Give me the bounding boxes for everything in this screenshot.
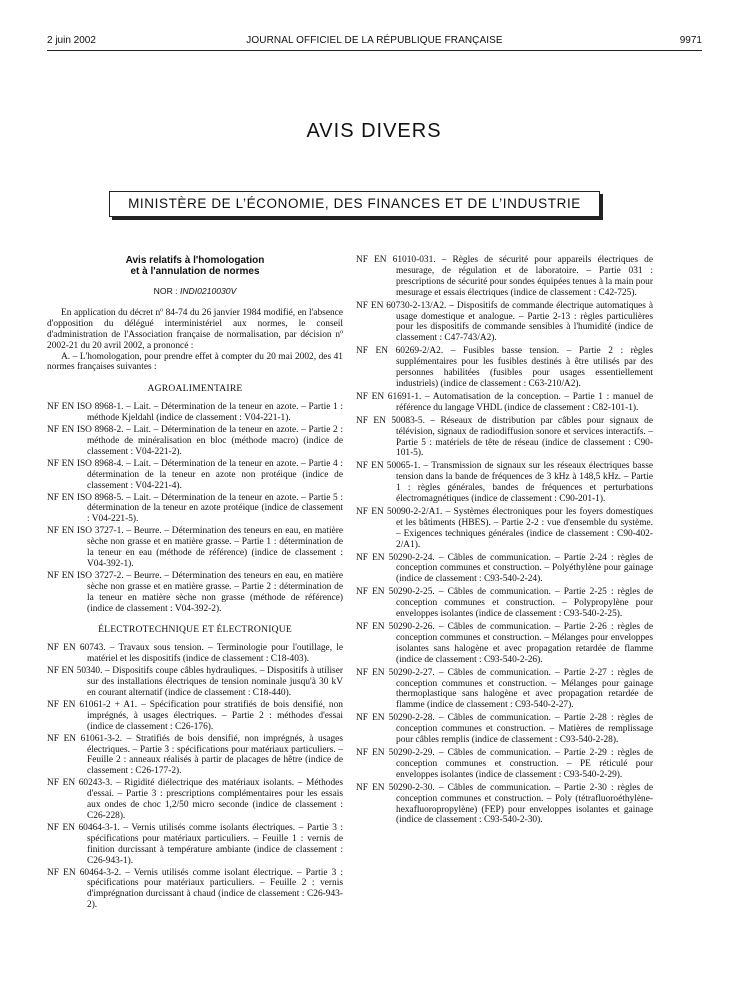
norm-entry: NF EN 50090-2-2/A1. – Systèmes électroniques pour les foyers domestiques et les bâtiments (HBES). – Partie 2-2 : vue d'ensemble du système. – Exigences techniques générales (indice de classement : C90-402-2/A1). bbox=[356, 506, 653, 550]
norm-entry: NF EN 50290-2-24. – Câbles de communication. – Partie 2-24 : règles de conception communes et construction. – Polyéthylène pour gainage (indice de classement : C93-540-2-24). bbox=[356, 552, 653, 585]
left-column bbox=[47, 255, 343, 912]
norm-entry: NF EN 61061-3-2. – Stratifiés de bois densifié, non imprégnés, à usages électriques. – Partie 3 : spécifications pour matériaux particuliers. – Feuille 2 : anneaux réalisés à partir de placages de hêtre (indice de classement : C26-177-2). bbox=[47, 733, 343, 777]
avis-title bbox=[47, 255, 343, 277]
norm-entry: NF EN 50290-2-30. – Câbles de communication. – Partie 2-30 : règles de conception communes et construction. – Poly (tétrafluoroéthylène-hexafluoropropylène) (FEP) pour enveloppes isolantes et gainage (indice de classement : C93-540-2-30). bbox=[356, 782, 653, 826]
norm-entry: NF EN ISO 3727-1. – Beurre. – Détermination des teneurs en eau, en matière sèche non grasse et en matière grasse. – Partie 1 : détermination de la teneur en eau (méthode de référence) (indice de classement : V04-392-1). bbox=[47, 526, 343, 569]
right-column bbox=[356, 255, 653, 828]
norm-entry: NF EN 50065-1. – Transmission de signaux sur les réseaux électriques basse tension dans la bande de fréquences de 3 kHz à 148,5 kHz. – Partie 1 : règles générales, bandes de fréquences et perturbations électromagnétiques (indice de classement : C90-201-1). bbox=[356, 461, 653, 505]
header-rule bbox=[47, 50, 702, 51]
avis-title-line-2: et à l'annulation de normes bbox=[130, 266, 260, 277]
norm-entry: NF EN 60464-3-1. – Vernis utilisés comme isolants électriques. – Partie 3 : spécifications pour matériaux particuliers. – Feuille 1 : vernis de finition durcissant à température ambiante (indice de classement : C26-943-1). bbox=[47, 822, 343, 866]
right-entries-list bbox=[356, 255, 653, 826]
norm-entry: NF EN ISO 8968-4. – Lait. – Détermination de la teneur en azote. – Partie 4 : détermination de la teneur en azote non protéique (indice de classement : V04-221-4). bbox=[47, 458, 343, 491]
norm-entry: NF EN ISO 8968-1. – Lait. – Détermination de la teneur en azote. – Partie 1 : méthode Kjeldahl (indice de classement : V04-221-1). bbox=[47, 402, 343, 424]
norm-entry: NF EN 60243-3. – Rigidité diélectrique des matériaux isolants. – Méthodes d'essai. – Partie 3 : prescriptions complémentaires pour les essais aux ondes de choc 1,2/50 micro seconde (indice de classement : C26-228). bbox=[47, 778, 343, 821]
nor-reference bbox=[47, 286, 343, 297]
nor-code: INDI0210030V bbox=[179, 286, 237, 296]
norm-entry: NF EN 50340. – Dispositifs coupe câbles hydrauliques. – Dispositifs à utiliser sur des installations électriques de tension nominale jusqu'à 30 kV en courant alternatif (indice de classement : C18-440). bbox=[47, 666, 343, 698]
norm-entry: NF EN 60730-2-13/A2. – Dispositifs de commande électrique automatiques à usage domestique et analogue. – Partie 2-13 : règles particulières pour les dispositifs de commande sensibles à l'humidité (indice de classement : C47-743/A2). bbox=[356, 300, 653, 344]
norm-entry: NF EN 61010-031. – Règles de sécurité pour appareils électriques de mesurage, de régulation et de laboratoire. – Partie 031 : prescriptions de sécurité pour sondes équipées tenues à la main pour mesurage et essais électriques (indice de classement : C42-725). bbox=[356, 255, 653, 298]
norm-entry: NF EN ISO 3727-2. – Beurre. – Détermination des teneurs en eau, en matière sèche non grasse et en matière grasse. – Partie 2 : détermination de la teneur en matière sèche non grasse (méthode de référence) (indice de classement : V04-392-2). bbox=[47, 570, 343, 614]
sections-list bbox=[47, 384, 343, 911]
norm-entry: NF EN 50290-2-27. – Câbles de communication. – Partie 2-27 : règles de conception communes et construction. – Mélanges pour gainage thermoplastique sans halogène et avec propagation retardée de flamme (indice de classement : C93-540-2-27). bbox=[356, 667, 653, 711]
norm-entry: NF EN 50083-5. – Réseaux de distribution par câbles pour signaux de télévision, signaux de radiodiffusion sonore et services interactifs. – Partie 5 : matériels de tête de réseau (indice de classement : C90-101-5). bbox=[356, 415, 653, 459]
section-heading: AGROALIMENTAIRE bbox=[147, 383, 243, 395]
norm-entry: NF EN 61061-2 + A1. – Spécification pour stratifiés de bois densifié, non imprégnés, à usages électriques. – Partie 2 : méthodes d'essai (indice de classement : C26-176). bbox=[47, 699, 343, 732]
norm-entry: NF EN 50290-2-28. – Câbles de communication. – Partie 2-28 : règles de conception communes et construction. – Matières de remplissage pour câbles remplis (indice de classement : C93-540-2-28). bbox=[356, 713, 653, 746]
norm-entry: NF EN 60269-2/A2. – Fusibles basse tension. – Partie 2 : règles supplémentaires pour les fusibles destinés à être utilisés par des personnes habilitées (fusibles pour usages essentiellement industriels) (indice de classement : C63-210/A2). bbox=[356, 346, 653, 389]
ministry-box: MINISTÈRE DE L’ÉCONOMIE, DES FINANCES ET DE L’INDUSTRIE bbox=[109, 191, 600, 217]
norm-entry: NF EN 60464-3-2. – Vernis utilisés comme isolant électrique. – Partie 3 : spécifications pour matériaux particuliers. – Feuille 2 : vernis d'imprégnation durcissant à chaud (indice de classement : C26-943-2). bbox=[47, 867, 343, 911]
header-page-number: 9971 bbox=[679, 35, 702, 46]
norm-entry: NF EN 50290-2-29. – Câbles de communication. – Partie 2-29 : règles de conception communes et construction. – PE réticulé pour enveloppes isolantes (indice de classement : C93-540-2-29). bbox=[356, 747, 653, 780]
section-heading: ÉLECTROTECHNIQUE ET ÉLECTRONIQUE bbox=[98, 624, 292, 636]
header-date: 2 juin 2002 bbox=[47, 35, 96, 46]
header-journal-title: JOURNAL OFFICIEL DE LA RÉPUBLIQUE FRANÇAISE bbox=[246, 35, 503, 46]
norm-entry: NF EN 50290-2-26. – Câbles de communication. – Partie 2-26 : règles de conception communes et construction. – Mélanges pour enveloppes isolantes sans halogène et avec propagation retardée de flamme (indice de classement : C93-540-2-26). bbox=[356, 622, 653, 665]
norm-entry: NF EN ISO 8968-5. – Lait. – Détermination de la teneur en azote. – Partie 5 : détermination de la teneur en azote protéique (indice de classement : V04-221-5). bbox=[47, 492, 343, 525]
norm-entry: NF EN 60743. – Travaux sous tension. – Terminologie pour l'outillage, le matériel et les dispositifs (indice de classement : C18-403). bbox=[47, 643, 343, 665]
page-title: AVIS DIVERS bbox=[306, 120, 442, 142]
page-header bbox=[47, 35, 702, 49]
section-a-paragraph: A. – L'homologation, pour prendre effet à compter du 20 mai 2002, des 41 normes françaises suivantes : bbox=[47, 351, 343, 373]
norm-entry: NF EN 50290-2-25. – Câbles de communication. – Partie 2-25 : règles de conception communes et construction. – Polypropylène pour enveloppes isolantes (indice de classement : C93-540-2-25). bbox=[356, 587, 653, 620]
nor-label: NOR : bbox=[153, 286, 180, 296]
avis-title-line-1: Avis relatifs à l'homologation bbox=[125, 255, 265, 266]
norm-entry: NF EN 61691-1. – Automatisation de la conception. – Partie 1 : manuel de référence du langage VHDL (indice de classement : C82-101-1). bbox=[356, 391, 653, 413]
norm-entry: NF EN ISO 8968-2. – Lait. – Détermination de la teneur en azote. – Partie 2 : méthode de minéralisation en bloc (méthode macro) (indice de classement : V04-221-2). bbox=[47, 425, 343, 457]
intro-paragraph: En application du décret nº 84-74 du 26 janvier 1984 modifié, en l'absence d'opposition du délégué interministériel aux normes, le conseil d'administration de l'Association française de normalisation, par décision nº 2002-21 du 20 avril 2002, a prononcé : bbox=[47, 307, 343, 351]
